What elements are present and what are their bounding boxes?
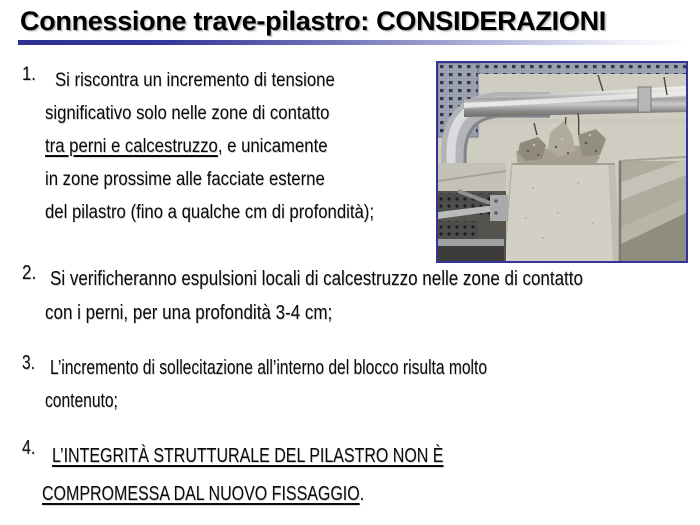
- list-item-4-number: 4.: [22, 437, 36, 459]
- list-item-3-body: [45, 352, 610, 418]
- underlined-text: L’INTEGRITÀ STRUTTURALE DEL PILASTRO NON È: [52, 445, 444, 467]
- list-item-3-number: 3.: [22, 352, 36, 374]
- list-item-2-body: [45, 262, 677, 330]
- text-line: Si riscontra un incremento di tensione: [55, 70, 335, 91]
- text-segment: , e unicamente: [217, 136, 328, 157]
- text-line: Si verificheranno espulsioni locali di calcestruzzo nelle zone di contatto: [50, 268, 583, 290]
- recessed-wall-right: [619, 157, 686, 261]
- text-line: [52, 437, 443, 475]
- text-line: in zone prossime alle facciate esterne: [45, 169, 325, 190]
- list-item-1-body: [45, 64, 419, 229]
- page-title: Connessione trave-pilastro: CONSIDERAZIONI: [20, 6, 606, 36]
- list-item-1-number: 1.: [22, 64, 36, 85]
- text-line: contenuto;: [45, 390, 118, 412]
- text-segment: .: [359, 483, 365, 505]
- text-line: con i perni, per una profondità 3-4 cm;: [45, 302, 333, 324]
- text-line: L’incremento di sollecitazione all’interno del blocco risulta molto: [50, 357, 488, 379]
- connection-damage-photo: [436, 61, 688, 263]
- text-line: [42, 475, 364, 513]
- title-underline-rule: [18, 40, 688, 45]
- text-line: del pilastro (fino a qualche cm di profondità);: [45, 202, 375, 223]
- underlined-text: COMPROMESSA DAL NUOVO FISSAGGIO: [42, 483, 360, 505]
- list-item-4-body: [42, 437, 541, 513]
- concrete-column: [504, 163, 621, 261]
- lower-left-hardware: [438, 163, 508, 261]
- connection-damage-photo-illustration: [438, 63, 686, 261]
- list-item-2-number: 2.: [22, 262, 37, 284]
- underlined-text: tra perni e calcestruzzo: [45, 136, 218, 157]
- text-line: significativo solo nelle zone di contatto: [45, 103, 330, 124]
- text-line: [45, 130, 328, 163]
